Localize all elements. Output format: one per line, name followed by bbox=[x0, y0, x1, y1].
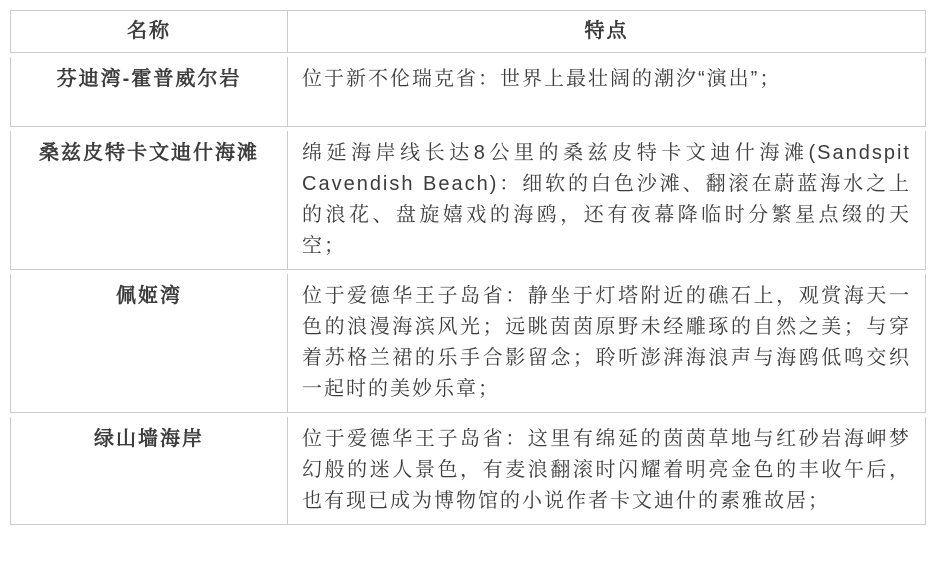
name-cell: 桑兹皮特卡文迪什海滩 bbox=[10, 131, 288, 270]
header-feature: 特点 bbox=[288, 10, 926, 53]
feature-cell: 位于爱德华王子岛省：静坐于灯塔附近的礁石上，观赏海天一色的浪漫海滨风光；远眺茵茵原野未经雕琢的自然之美；与穿着苏格兰裙的乐手合影留念；聆听澎湃海浪声与海鸥低鸣交织一起时的美妙乐章； bbox=[288, 274, 926, 413]
name-cell: 绿山墙海岸 bbox=[10, 417, 288, 525]
table-row bbox=[10, 417, 926, 525]
header-row bbox=[10, 10, 926, 53]
feature-cell: 位于爱德华王子岛省：这里有绵延的茵茵草地与红砂岩海岬梦幻般的迷人景色，有麦浪翻滚时闪耀着明亮金色的丰收午后，也有现已成为博物馆的小说作者卡文迪什的素雅故居； bbox=[288, 417, 926, 525]
feature-cell: 绵延海岸线长达8公里的桑兹皮特卡文迪什海滩(Sandspit Cavendish Beach)：细软的白色沙滩、翻滚在蔚蓝海水之上的浪花、盘旋嬉戏的海鸥，还有夜幕降临时分繁星点缀的天空； bbox=[288, 131, 926, 270]
name-cell: 佩姬湾 bbox=[10, 274, 288, 413]
table-row bbox=[10, 274, 926, 413]
feature-cell: 位于新不伦瑞克省：世界上最壮阔的潮汐“演出”； bbox=[288, 57, 926, 127]
name-cell: 芬迪湾-霍普威尔岩 bbox=[10, 57, 288, 127]
table-row bbox=[10, 57, 926, 127]
table-row bbox=[10, 131, 926, 270]
attractions-table bbox=[10, 6, 926, 529]
header-name: 名称 bbox=[10, 10, 288, 53]
